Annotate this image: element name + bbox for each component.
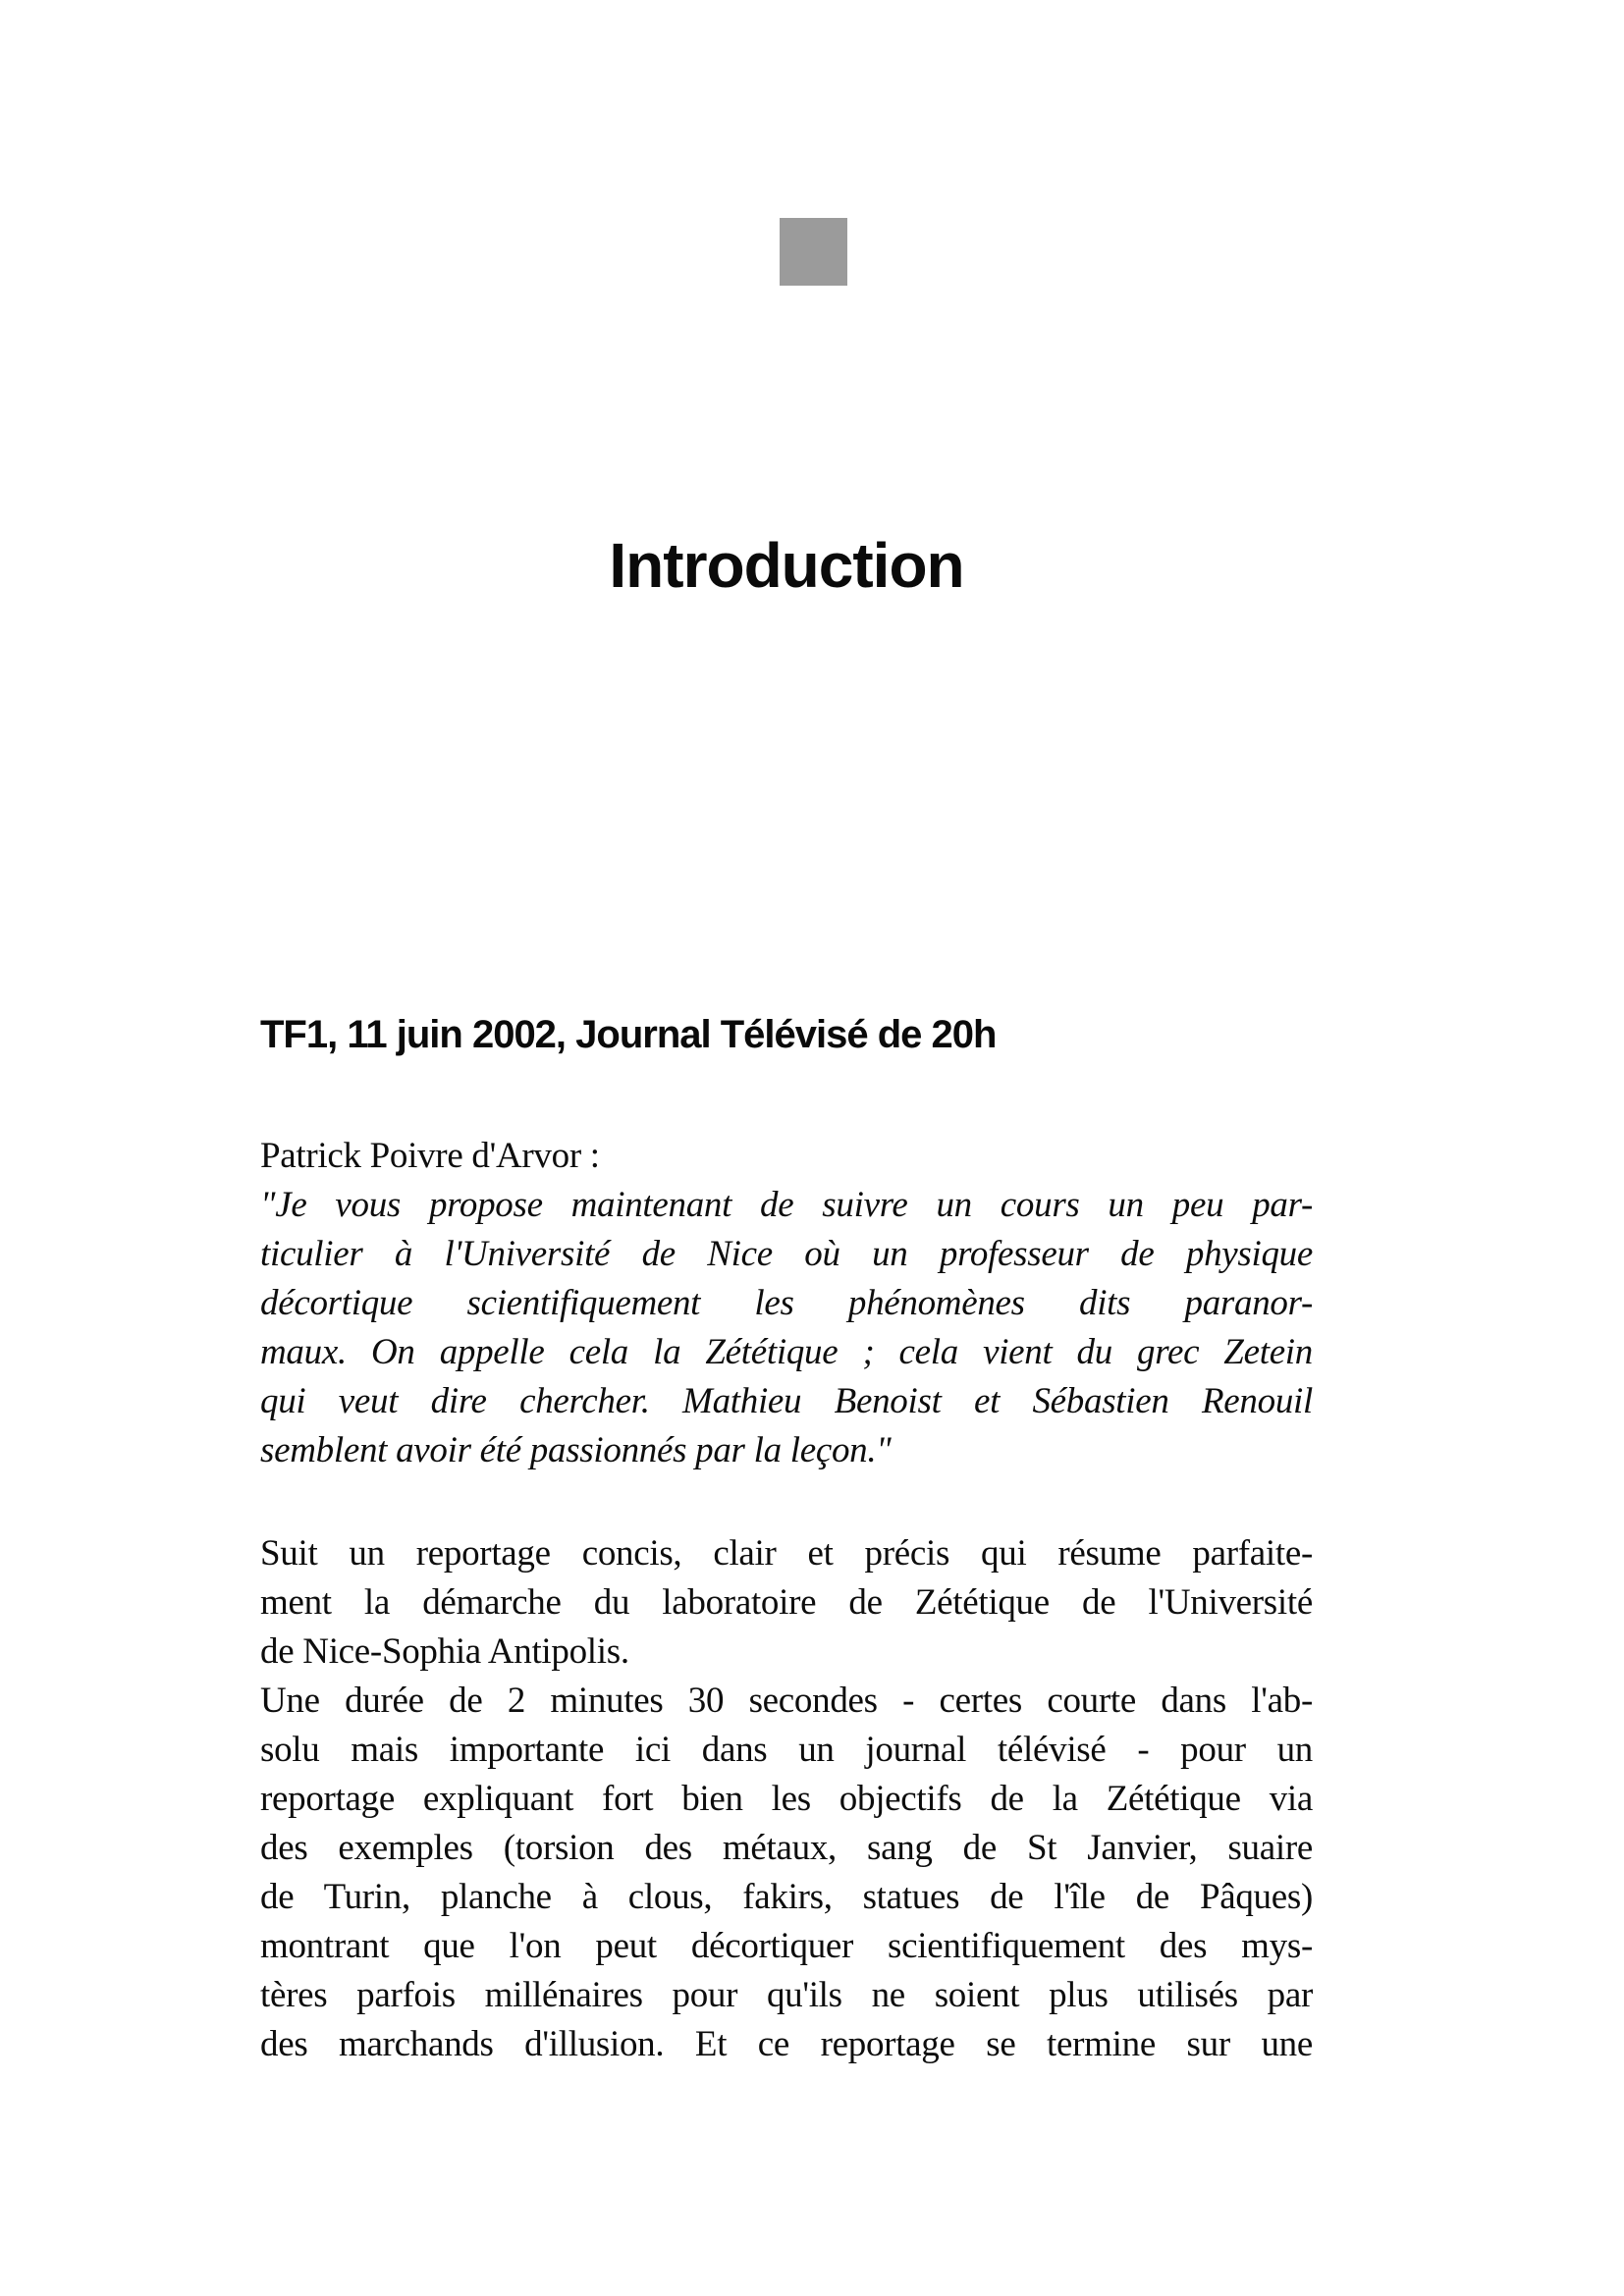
text-line: reportage expliquant fort bien les objectifs de la Zététique via xyxy=(260,1779,1313,1819)
text-line: de Turin, planche à clous, fakirs, statues de l'île de Pâques) xyxy=(260,1877,1313,1917)
quote-paragraph xyxy=(260,1181,1313,1475)
text-line: des marchands d'illusion. Et ce reportage se termine sur une xyxy=(260,2024,1313,2064)
tv-broadcast-heading: TF1, 11 juin 2002, Journal Télévisé de 20h xyxy=(260,1013,997,1056)
text-line: Une durée de 2 minutes 30 secondes - certes courte dans l'ab- xyxy=(260,1681,1313,1721)
paragraph-duration xyxy=(260,1677,1313,2069)
text-line: "Je vous propose maintenant de suivre un cours un peu par- xyxy=(260,1185,1313,1225)
text-line: qui veut dire chercher. Mathieu Benoist et Sébastien Renouil xyxy=(260,1381,1313,1421)
text-line: semblent avoir été passionnés par la leçon." xyxy=(260,1430,892,1470)
text-line: décortique scientifiquement les phénomènes dits paranor- xyxy=(260,1283,1313,1323)
text-line: ticulier à l'Université de Nice où un professeur de physique xyxy=(260,1234,1313,1274)
text-line: Suit un reportage concis, clair et précis qui résume parfaite- xyxy=(260,1533,1313,1574)
text-line: des exemples (torsion des métaux, sang de St Janvier, suaire xyxy=(260,1828,1313,1868)
speaker-line: Patrick Poivre d'Arvor : xyxy=(260,1136,600,1176)
paragraph-summary xyxy=(260,1529,1313,1677)
text-line: montrant que l'on peut décortiquer scientifiquement des mys- xyxy=(260,1926,1313,1966)
text-line: de Nice-Sophia Antipolis. xyxy=(260,1631,629,1672)
chapter-title: Introduction xyxy=(609,529,964,601)
text-line: tères parfois millénaires pour qu'ils ne soient plus utilisés par xyxy=(260,1975,1313,2015)
text-line: solu mais importante ici dans un journal télévisé - pour un xyxy=(260,1730,1313,1770)
text-line: maux. On appelle cela la Zététique ; cela vient du grec Zetein xyxy=(260,1332,1313,1372)
page-body xyxy=(260,1011,1313,2069)
chapter-decor-square xyxy=(780,218,847,286)
text-line: ment la démarche du laboratoire de Zététique de l'Université xyxy=(260,1582,1313,1623)
